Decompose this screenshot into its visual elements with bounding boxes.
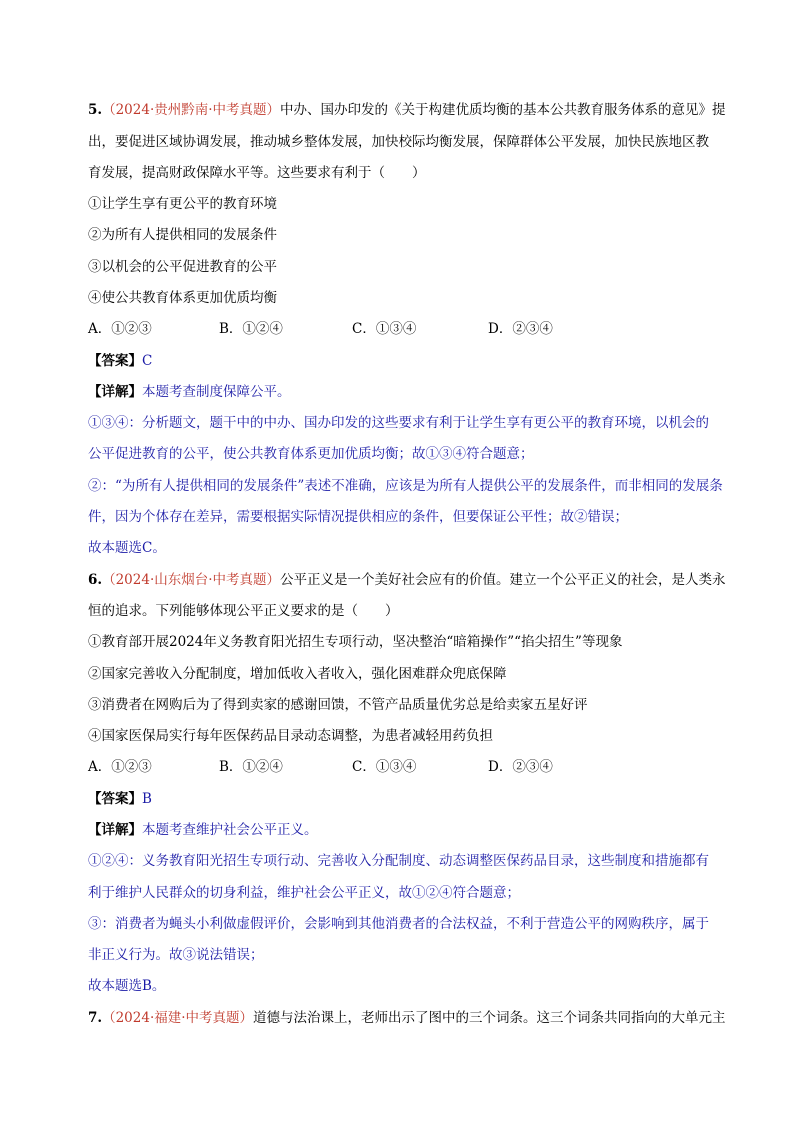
- q5-option-a: A．①②③: [88, 321, 152, 337]
- q6-answer: [88, 789, 728, 809]
- q6-analysis-4: 非正义行为。故③说法错误；: [88, 947, 264, 963]
- q6-source: （2024·山东烟台·中考真题）: [102, 572, 281, 588]
- q5-answer-value: C: [142, 353, 153, 369]
- q6-detail-label: 【详解】: [88, 822, 142, 838]
- q5-detail: [88, 382, 728, 402]
- q5-option-c: C．①③④: [352, 321, 417, 337]
- q6-detail-intro: 本题考查维护社会公平正义。: [142, 822, 318, 838]
- q6-answer-value: B: [142, 791, 152, 807]
- q6-conclusion: 故本题选B。: [88, 978, 166, 994]
- q6-options: [88, 757, 728, 777]
- q6-item-2: ②国家完善收入分配制度，增加低收入者收入，强化困难群众兜底保障: [88, 666, 507, 682]
- q5-number: 5.: [88, 102, 103, 118]
- q5-analysis-1: ①③④：分析题文，题干中的中办、国办印发的这些要求有利于让学生享有更公平的教育环境，以机会的: [88, 415, 709, 431]
- q6-option-a: A．①②③: [88, 759, 152, 775]
- q5-detail-label: 【详解】: [88, 384, 142, 400]
- q5-item-2: ②为所有人提供相同的发展条件: [88, 227, 277, 243]
- q5-stem-text: 中办、国办印发的《关于构建优质均衡的基本公共教育服务体系的意见》提: [280, 102, 726, 118]
- q5-analysis-3: ②：“为所有人提供相同的发展条件”表述不准确，应该是为所有人提供公平的发展条件，而非相同的发展条: [88, 478, 723, 494]
- q5-answer-label: 【答案】: [88, 353, 142, 369]
- q6-item-1: ①教育部开展2024年义务教育阳光招生专项行动，坚决整治“暗箱操作”“掐尖招生”等现象: [88, 634, 623, 650]
- q5-option-b: B．①②④: [219, 321, 283, 337]
- q5-source: （2024·贵州黔南·中考真题）: [102, 102, 281, 118]
- q6-analysis-2: 利于维护人民群众的切身利益，维护社会公平正义，故①②④符合题意；: [88, 885, 520, 901]
- q6-number: 6.: [88, 572, 103, 588]
- q6-stem-line-1: [88, 570, 728, 590]
- q6-detail: [88, 820, 728, 840]
- q6-answer-label: 【答案】: [88, 791, 142, 807]
- q5-item-3: ③以机会的公平促进教育的公平: [88, 259, 277, 275]
- q5-item-1: ①让学生享有更公平的教育环境: [88, 196, 277, 212]
- q5-stem-line-2: 出，要促进区域协调发展，推动城乡整体发展，加快校际均衡发展，保障群体公平发展，加快民族地区教: [88, 134, 709, 150]
- q6-analysis-3: ③：消费者为蝇头小利做虚假评价，会影响到其他消费者的合法权益，不利于营造公平的网购秩序，属于: [88, 916, 709, 932]
- q6-analysis-1: ①②④：义务教育阳光招生专项行动、完善收入分配制度、动态调整医保药品目录，这些制度和措施都有: [88, 853, 709, 869]
- q5-analysis-4: 件，因为个体存在差异，需要根据实际情况提供相应的条件，但要保证公平性；故②错误；: [88, 509, 628, 525]
- q6-item-3: ③消费者在网购后为了得到卖家的感谢回馈，不管产品质量优劣总是给卖家五星好评: [88, 697, 588, 713]
- q5-analysis-2: 公平促进教育的公平，使公共教育体系更加优质均衡；故①③④符合题意；: [88, 446, 534, 462]
- q5-stem-line-1: [88, 100, 728, 120]
- q7-source: （2024·福建·中考真题）: [102, 1010, 254, 1026]
- q6-option-b: B．①②④: [219, 759, 283, 775]
- q6-stem-text: 公平正义是一个美好社会应有的价值。建立一个公平正义的社会，是人类永: [280, 572, 726, 588]
- q7-number: 7.: [88, 1010, 103, 1026]
- q5-option-d: D．②③④: [488, 321, 553, 337]
- q7-stem-text: 道德与法治课上，老师出示了图中的三个词条。这三个词条共同指向的大单元主: [253, 1010, 726, 1026]
- q5-answer: [88, 351, 728, 371]
- q6-option-d: D．②③④: [488, 759, 553, 775]
- q5-conclusion: 故本题选C。: [88, 540, 166, 556]
- q5-stem-line-3: 育发展，提高财政保障水平等。这些要求有利于（ ）: [88, 165, 426, 181]
- q5-detail-intro: 本题考查制度保障公平。: [142, 384, 291, 400]
- q5-options: [88, 319, 728, 339]
- q6-item-4: ④国家医保局实行每年医保药品目录动态调整，为患者减轻用药负担: [88, 728, 493, 744]
- q6-option-c: C．①③④: [352, 759, 417, 775]
- q7-stem-line-1: [88, 1008, 728, 1028]
- q6-stem-line-2: 恒的追求。下列能够体现公平正义要求的是（ ）: [88, 603, 399, 619]
- q5-item-4: ④使公共教育体系更加优质均衡: [88, 290, 277, 306]
